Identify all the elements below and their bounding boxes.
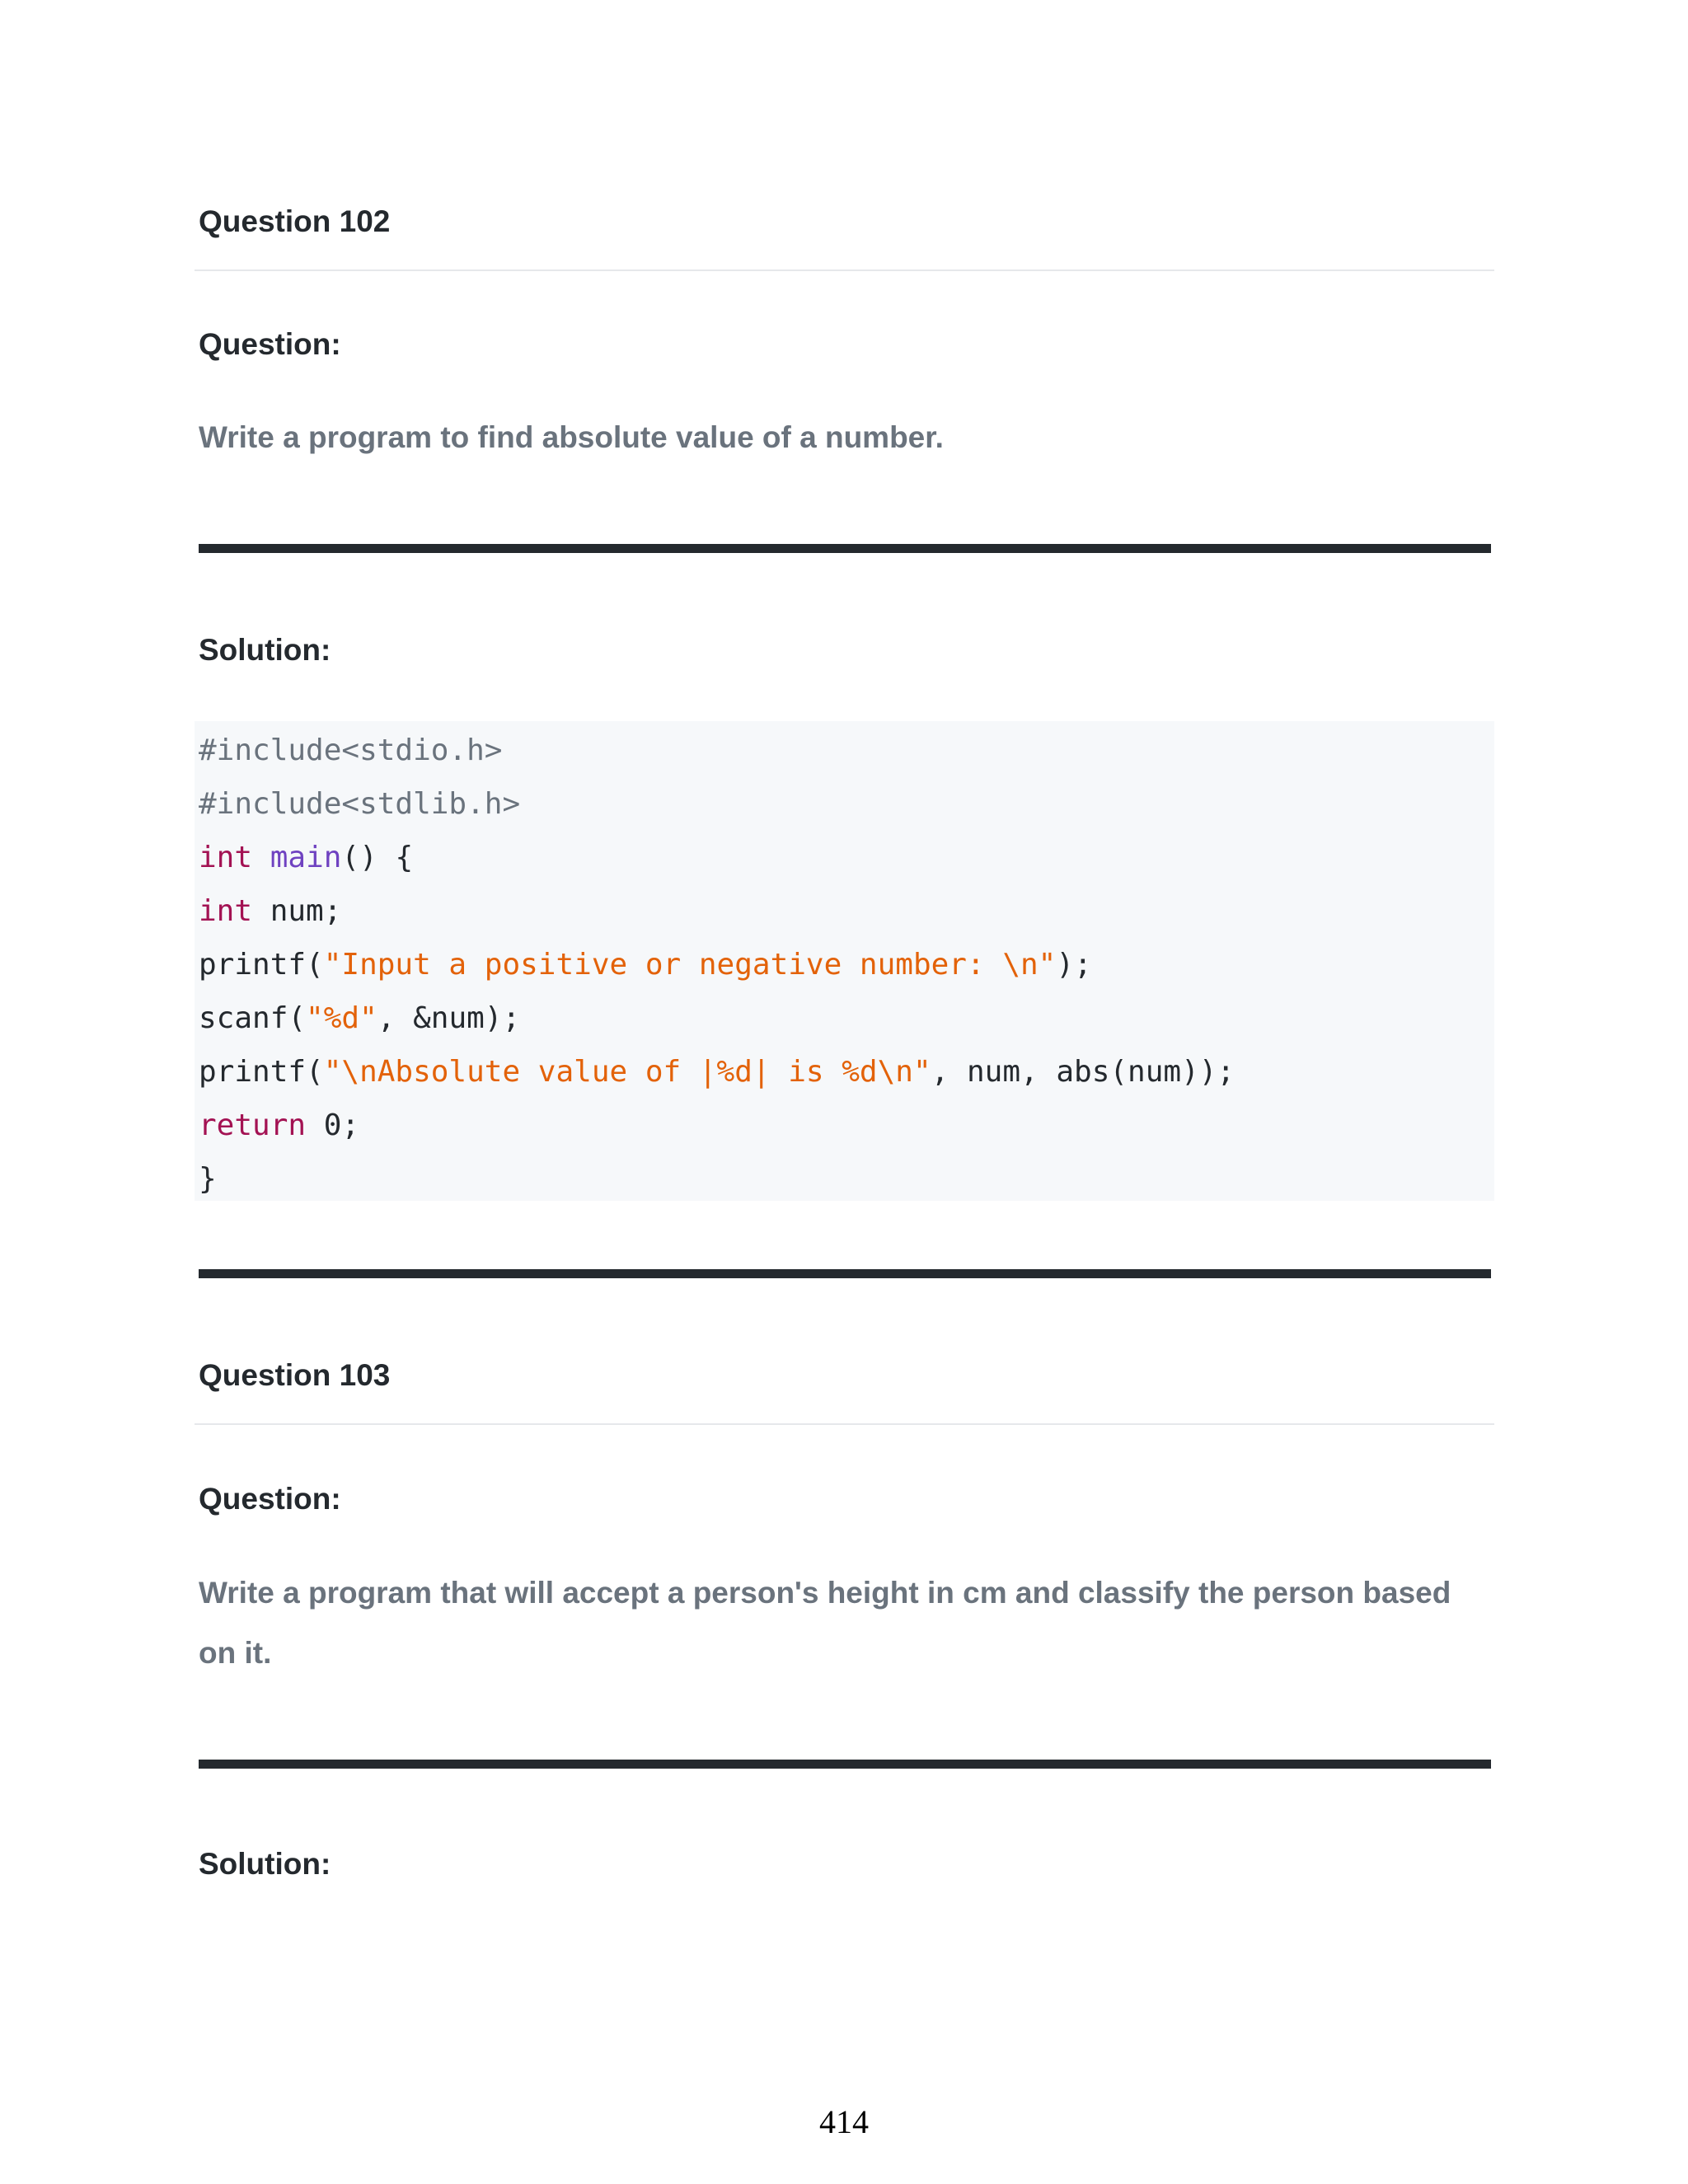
code-token: scanf( bbox=[199, 1001, 307, 1035]
code-token: printf( bbox=[199, 948, 324, 982]
code-block bbox=[195, 721, 1494, 1201]
question-label: Question: bbox=[199, 1482, 341, 1516]
code-token: #include<stdio.h> bbox=[199, 733, 503, 767]
code-line bbox=[199, 1045, 1235, 1099]
code-line bbox=[199, 938, 1092, 991]
page-number: 414 bbox=[819, 2103, 869, 2140]
heading-divider bbox=[195, 1423, 1494, 1425]
code-token: , num, abs(num)); bbox=[931, 1055, 1236, 1089]
code-token: num; bbox=[252, 894, 342, 928]
code-line bbox=[199, 1152, 217, 1206]
code-token: ); bbox=[1056, 948, 1092, 982]
code-token: int bbox=[199, 841, 253, 874]
code-token: } bbox=[199, 1162, 217, 1196]
code-line bbox=[199, 991, 520, 1045]
code-line bbox=[199, 777, 520, 831]
question-102-heading: Question 102 bbox=[199, 204, 391, 238]
solution-label: Solution: bbox=[199, 633, 331, 667]
code-token: "%d" bbox=[306, 1001, 377, 1035]
code-line bbox=[199, 884, 341, 938]
code-line bbox=[199, 1099, 359, 1152]
code-token: return bbox=[199, 1108, 307, 1142]
code-token bbox=[252, 841, 270, 874]
section-divider bbox=[199, 544, 1491, 553]
code-line bbox=[199, 831, 413, 884]
code-token: "\nAbsolute value of |%d| is %d\n" bbox=[323, 1055, 931, 1089]
code-token: , &num); bbox=[377, 1001, 521, 1035]
code-token: "Input a positive or negative number: \n" bbox=[323, 948, 1057, 982]
question-text: Write a program that will accept a person's height in cm and classify the person based on it. bbox=[199, 1576, 1451, 1670]
heading-divider bbox=[195, 269, 1494, 271]
code-token: main bbox=[270, 841, 342, 874]
solution-label: Solution: bbox=[199, 1847, 331, 1881]
question-label: Question: bbox=[199, 327, 341, 361]
question-text: Write a program to find absolute value of a number. bbox=[199, 420, 944, 454]
code-token: 0; bbox=[306, 1108, 360, 1142]
code-token: printf( bbox=[199, 1055, 324, 1089]
code-token: int bbox=[199, 894, 253, 928]
code-token: #include<stdlib.h> bbox=[199, 787, 521, 821]
section-divider bbox=[199, 1760, 1491, 1769]
question-103-heading: Question 103 bbox=[199, 1358, 391, 1392]
section-divider bbox=[199, 1269, 1491, 1278]
code-token: () { bbox=[341, 841, 414, 874]
code-line bbox=[199, 724, 502, 777]
